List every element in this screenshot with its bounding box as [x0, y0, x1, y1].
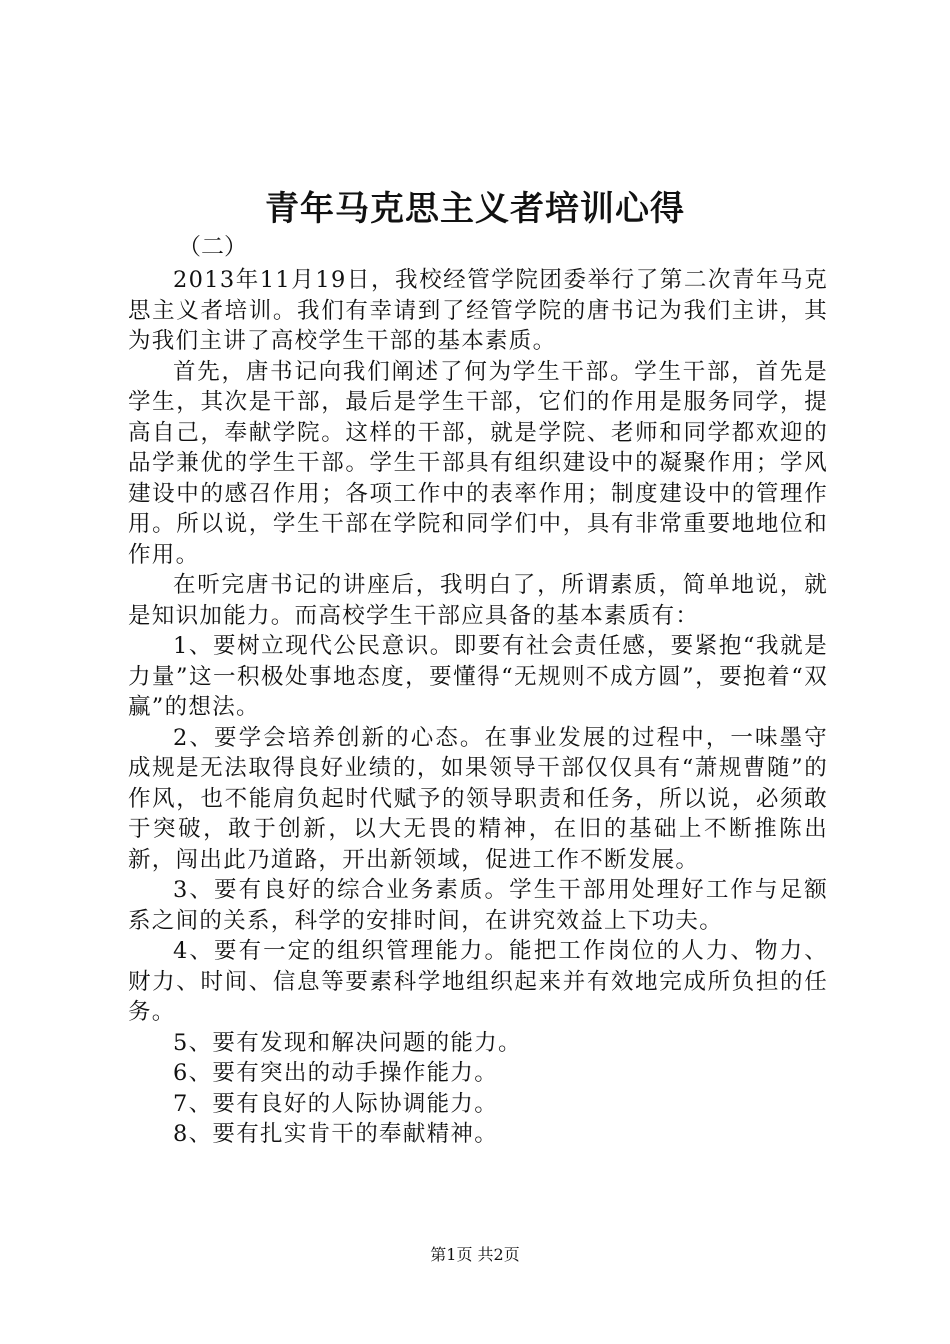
- document-title: 青年马克思主义者培训心得: [265, 189, 685, 229]
- paragraph-intro: 2013年11月19日，我校经管学院团委举行了第二次青年马克思主义者培训。我们有幸请到了经管学院的唐书记为我们主讲，其为我们主讲了高校学生干部的基本素质。: [128, 267, 828, 354]
- list-item-2: 2、要学会培养创新的心态。在事业发展的过程中，一味墨守成规是无法取得良好业绩的，如果领导干部仅仅具有“萧规曹随”的作风，也不能肩负起时代赋予的领导职责和任务，所以说，必须敢于突破，敢于创新，以大无畏的精神，在旧的基础上不断推陈出新，闯出此乃道路，开出新领域，促进工作不断发展。: [128, 724, 828, 873]
- list-item-8: 8、要有扎实肯干的奉献精神。: [173, 1121, 499, 1147]
- list-item-4: 4、要有一定的组织管理能力。能把工作岗位的人力、物力、财力、时间、信息等要素科学地组织起来并有效地完成所负担的任务。: [128, 938, 828, 1025]
- list-item-5: 5、要有发现和解决问题的能力。: [173, 1029, 522, 1056]
- document-subtitle: （二）: [178, 234, 247, 260]
- document-body: [128, 265, 828, 1150]
- paragraph-qualities-intro: 在听完唐书记的讲座后，我明白了，所谓素质，简单地说，就是知识加能力。而高校学生干部应具备的基本素质有：: [128, 572, 828, 629]
- list-item-1: 1、要树立现代公民意识。即要有社会责任感，要紧抱“我就是力量”这一积极处事地态度，要懂得“无规则不成方圆”，要抱着“双赢”的想法。: [128, 633, 828, 720]
- page-footer: 第1页 共2页: [430, 1245, 520, 1264]
- list-item-3: 3、要有良好的综合业务素质。学生干部用处理好工作与足额系之间的关系，科学的安排时间，在讲究效益上下功夫。: [128, 877, 828, 934]
- list-item-7: 7、要有良好的人际协调能力。: [173, 1090, 499, 1117]
- paragraph-definition: 首先，唐书记向我们阐述了何为学生干部。学生干部，首先是学生，其次是干部，最后是学生干部，它们的作用是服务同学，提高自己，奉献学院。这样的干部，就是学院、老师和同学都欢迎的品学兼优的学生干部。学生干部具有组织建设中的凝聚作用；学风建设中的感召作用；各项工作中的表率作用；制度建设中的管理作用。所以说，学生干部在学院和同学们中，具有非常重要地地位和作用。: [128, 358, 828, 568]
- list-item-6: 6、要有突出的动手操作能力。: [173, 1060, 499, 1086]
